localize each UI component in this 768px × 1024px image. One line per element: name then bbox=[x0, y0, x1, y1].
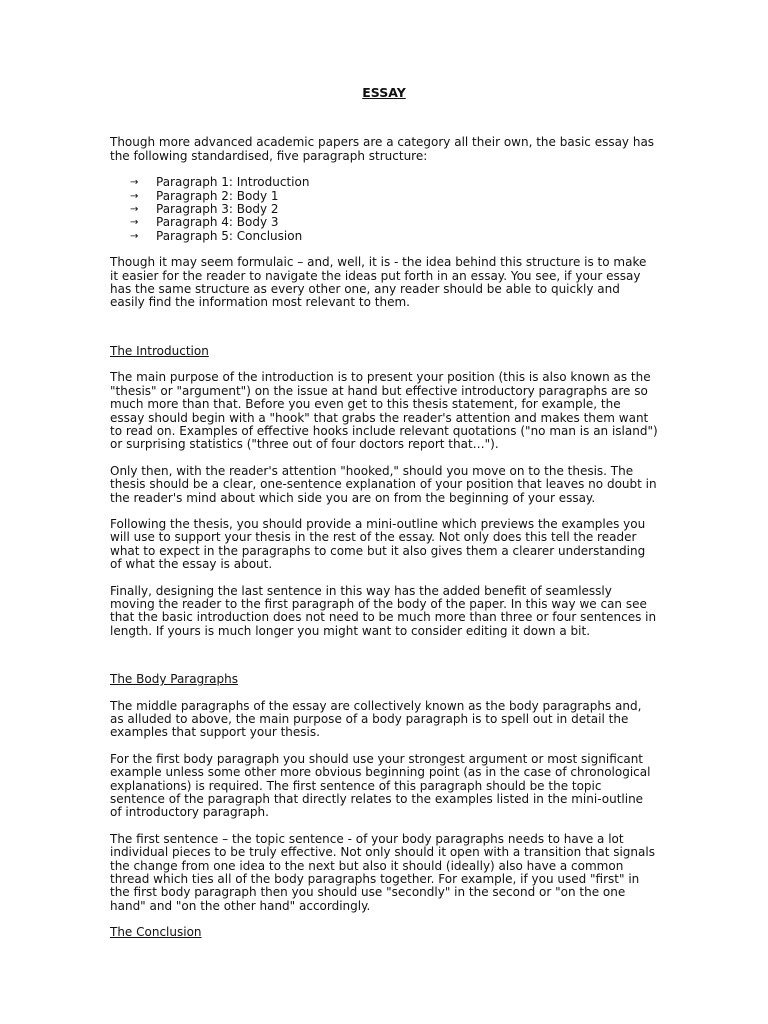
list-item-label: Paragraph 5: Conclusion bbox=[156, 228, 303, 243]
document-page bbox=[110, 86, 658, 953]
body-paragraph: The middle paragraphs of the essay are collectively known as the body paragraphs and, as alluded to above, the main purpose of a body paragraph is to spell out in detail the examples that support your thesis. bbox=[110, 698, 642, 740]
summary-paragraph: Though it may seem formulaic – and, well, it is - the idea behind this structure is to make it easier for the reader to navigate the ideas put forth in an essay. You see, if your essay has the same structure as every other one, any reader should be able to quickly and easily find the information most relevant to them. bbox=[110, 255, 647, 310]
arrow-right-icon: → bbox=[130, 190, 139, 202]
introduction-paragraph: The main purpose of the introduction is to present your position (this is also known as the "thesis" or "argument") on the issue at hand but effective introductory paragraphs are so much more than that. Before you even get to this thesis statement, for example, the essay should begin with a "hook" that grabs the reader's attention and makes them want to read on. Examples of effective hooks include relevant quotations ("no man is an island") or surprising statistics ("three out of four doctors report that…"). bbox=[110, 370, 658, 452]
list-item bbox=[110, 190, 658, 203]
list-item bbox=[110, 230, 658, 243]
conclusion-heading: The Conclusion bbox=[110, 925, 202, 940]
document-title: ESSAY bbox=[362, 85, 406, 100]
list-item-label: Paragraph 3: Body 2 bbox=[156, 202, 279, 217]
structure-list bbox=[110, 176, 658, 243]
list-item bbox=[110, 203, 658, 216]
list-item-label: Paragraph 2: Body 1 bbox=[156, 188, 279, 203]
intro-paragraph: Though more advanced academic papers are a category all their own, the basic essay has the following standardised, five paragraph structure: bbox=[110, 135, 655, 163]
body-heading: The Body Paragraphs bbox=[110, 672, 238, 687]
arrow-right-icon: → bbox=[130, 217, 139, 229]
body-paragraph: The first sentence – the topic sentence - of your body paragraphs needs to have a lot individual pieces to be truly effective. Not only should it open with a transition that signals the change from one idea to the next but also it should (ideally) also have a common thread which ties all of the body paragraphs together. For example, if you used "first" in the first body paragraph then you should use "secondly" in the second or "on the one hand" and "on the other hand" accordingly. bbox=[110, 831, 655, 913]
arrow-right-icon: → bbox=[130, 204, 139, 216]
list-item bbox=[110, 216, 658, 229]
introduction-paragraph: Only then, with the reader's attention "hooked," should you move on to the thesis. The thesis should be a clear, one-sentence explanation of your position that leaves no doubt in the reader's mind about which side you are on from the beginning of your essay. bbox=[110, 463, 657, 505]
introduction-paragraph: Following the thesis, you should provide a mini-outline which previews the examples you will use to support your thesis in the rest of the essay. Not only does this tell the reader what to expect in the paragraphs to come but it also gives them a clearer understanding of what the essay is about. bbox=[110, 516, 646, 572]
arrow-right-icon: → bbox=[130, 177, 139, 189]
list-item-label: Paragraph 1: Introduction bbox=[156, 175, 310, 190]
list-item-label: Paragraph 4: Body 3 bbox=[156, 215, 279, 230]
introduction-heading: The Introduction bbox=[110, 343, 209, 358]
body-paragraph: For the first body paragraph you should use your strongest argument or most significant example unless some other more obvious beginning point (as in the case of chronological explanations) is required. The first sentence of this paragraph should be the topic sentence of the paragraph that directly relates to the examples listed in the mini-outline of introductory paragraph. bbox=[110, 751, 651, 820]
arrow-right-icon: → bbox=[130, 230, 139, 242]
list-item bbox=[110, 176, 658, 189]
introduction-paragraph: Finally, designing the last sentence in this way has the added benefit of seamlessly moving the reader to the first paragraph of the body of the paper. In this way we can see that the basic introduction does not need to be much more than three or four sentences in length. If yours is much longer you might want to consider editing it down a bit. bbox=[110, 583, 657, 638]
